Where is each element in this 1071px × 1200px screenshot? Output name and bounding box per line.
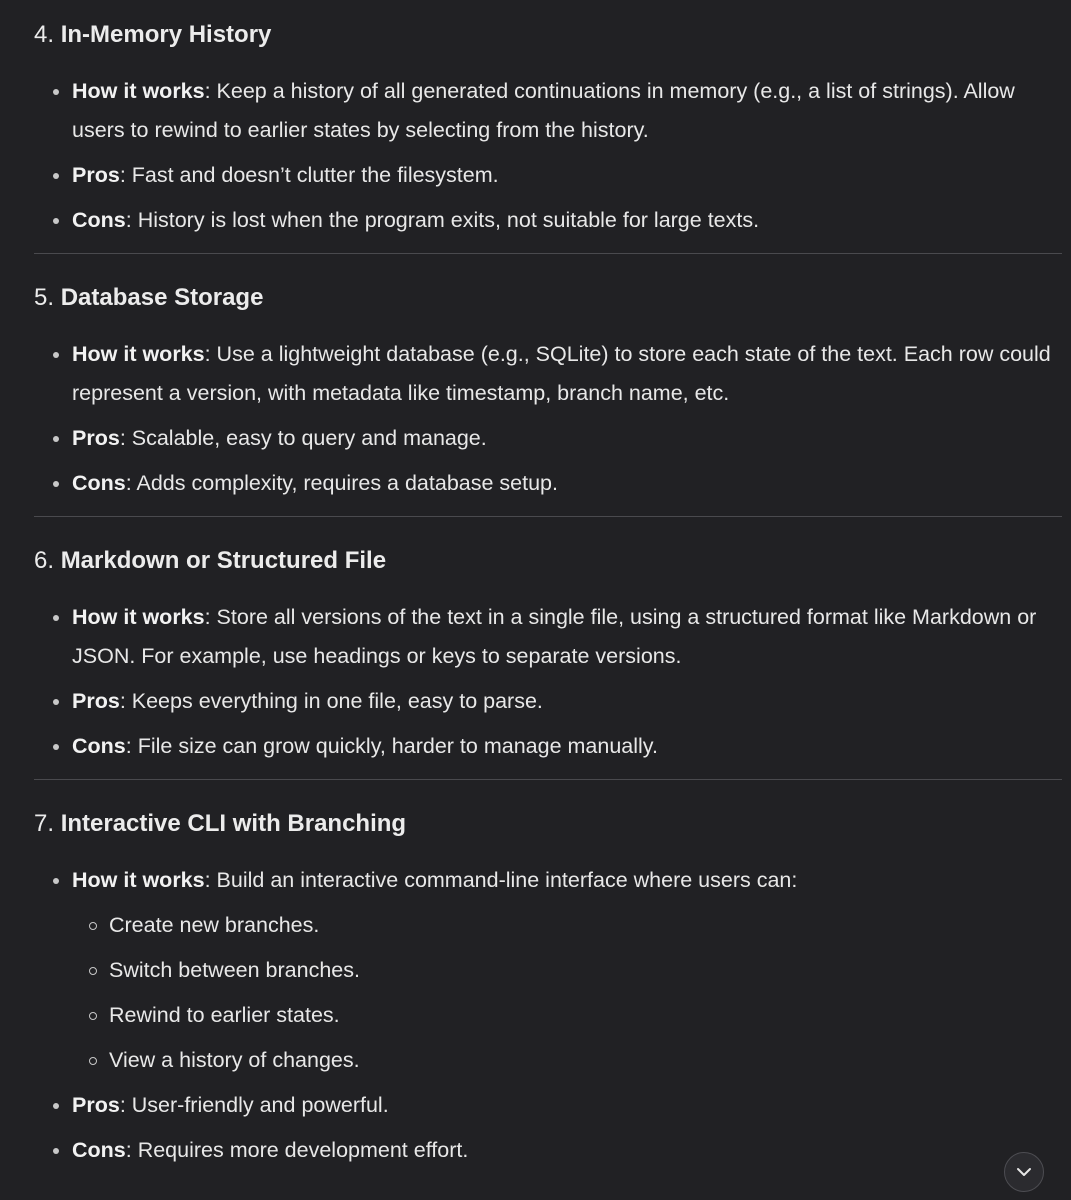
- bullet-list: [34, 72, 1062, 240]
- section-heading: 6. Markdown or Structured File: [34, 547, 387, 574]
- list-item: How it works: Build an interactive command-line interface where users can: Create new branches. Switch between branches. Rewind to earlier states. View a history of changes.: [34, 861, 1062, 1080]
- list-item: How it works: Use a lightweight database (e.g., SQLite) to store each state of the text. Each row could represent a version, with metadata like timestamp, branch name, etc.: [34, 335, 1062, 413]
- section-in-memory-history: [34, 18, 1062, 240]
- sub-bullet-list: [72, 906, 1062, 1080]
- list-item: Cons: Requires more development effort.: [34, 1131, 1062, 1170]
- list-item: Pros: Scalable, easy to query and manage.: [34, 419, 1062, 458]
- section-markdown-structured-file: [34, 544, 1062, 766]
- chat-message-content: [34, 0, 1062, 1176]
- section-divider: [34, 253, 1062, 254]
- chevron-down-icon: [1014, 1162, 1034, 1182]
- sub-list-item: Create new branches.: [72, 906, 1062, 945]
- bullet-list: [34, 861, 1062, 1170]
- list-item: How it works: Keep a history of all generated continuations in memory (e.g., a list of strings). Allow users to rewind to earlier states by selecting from the history.: [34, 72, 1062, 150]
- section-divider: [34, 779, 1062, 780]
- section-interactive-cli: [34, 807, 1062, 1170]
- list-item: Cons: File size can grow quickly, harder to manage manually.: [34, 727, 1062, 766]
- list-item: Cons: History is lost when the program exits, not suitable for large texts.: [34, 201, 1062, 240]
- bullet-list: [34, 598, 1062, 766]
- list-item: Cons: Adds complexity, requires a database setup.: [34, 464, 1062, 503]
- sub-list-item: Switch between branches.: [72, 951, 1062, 990]
- section-database-storage: [34, 281, 1062, 503]
- section-divider: [34, 516, 1062, 517]
- sub-list-item: Rewind to earlier states.: [72, 996, 1062, 1035]
- sub-list-item: View a history of changes.: [72, 1041, 1062, 1080]
- list-item: Pros: Keeps everything in one file, easy to parse.: [34, 682, 1062, 721]
- section-heading: 4. In-Memory History: [34, 21, 272, 48]
- list-item: Pros: Fast and doesn’t clutter the filesystem.: [34, 156, 1062, 195]
- list-item: How it works: Store all versions of the text in a single file, using a structured format like Markdown or JSON. For example, use headings or keys to separate versions.: [34, 598, 1062, 676]
- scroll-to-bottom-button[interactable]: [1004, 1152, 1044, 1192]
- section-heading: 7. Interactive CLI with Branching: [34, 810, 407, 837]
- section-heading: 5. Database Storage: [34, 284, 264, 311]
- bullet-list: [34, 335, 1062, 503]
- list-item: Pros: User-friendly and powerful.: [34, 1086, 1062, 1125]
